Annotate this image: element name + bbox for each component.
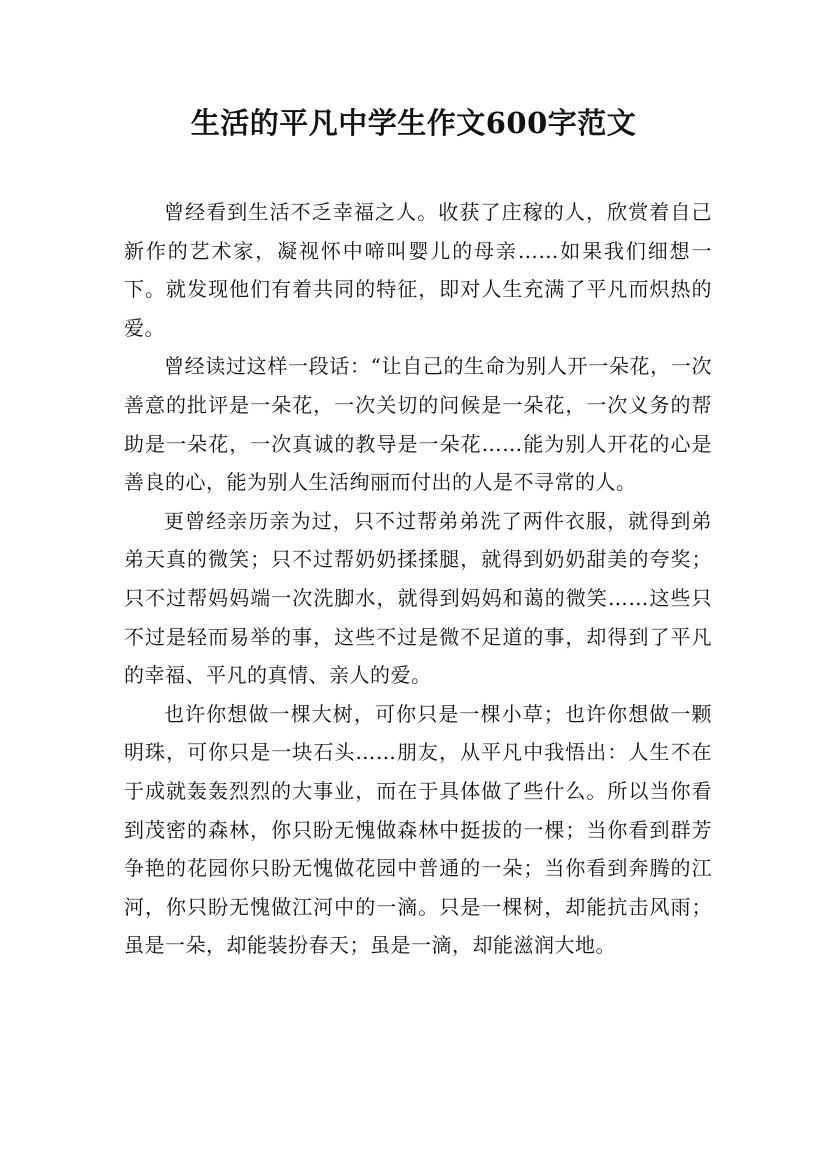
document-body xyxy=(124,193,712,965)
paragraph-3: 更曾经亲历亲为过，只不过帮弟弟洗了两件衣服，就得到弟弟天真的微笑；只不过帮奶奶揉揉腿，就得到奶奶甜美的夸奖；只不过帮妈妈端一次洗脚水，就得到妈妈和蔼的微笑……这些只不过是轻而易举的事，这些不过是微不足道的事，却得到了平凡的幸福、平凡的真情、亲人的爱。 xyxy=(124,508,712,688)
document-title: 生活的平凡中学生作文600字范文 xyxy=(190,106,637,140)
paragraph-1: 曾经看到生活不乏幸福之人。收获了庄稼的人，欣赏着自己新作的艺术家，凝视怀中啼叫婴儿的母亲……如果我们细想一下。就发现他们有着共同的特征，即对人生充满了平凡而炽热的爱。 xyxy=(124,200,712,340)
paragraph-2: 曾经读过这样一段话：“让自己的生命为别人开一朵花，一次善意的批评是一朵花，一次关切的问候是一朵花，一次义务的帮助是一朵花，一次真诚的教导是一朵花……能为别人开花的心是善良的心，能为别人生活绚丽而付出的人是不寻常的人。 xyxy=(124,354,712,495)
paragraph-4: 也许你想做一棵大树，可你只是一棵小草；也许你想做一颗明珠，可你只是一块石头……朋友，从平凡中我悟出：人生不在于成就轰轰烈烈的大事业，而在于具体做了些什么。所以当你看到茂密的森林，你只盼无愧做森林中挺拔的一棵；当你看到群芳争艳的花园你只盼无愧做花园中普通的一朵；当你看到奔腾的江河，你只盼无愧做江河中的一滴。只是一棵树，却能抗击风雨；虽是一朵，却能装扮春天；虽是一滴，却能滋润大地。 xyxy=(124,701,712,958)
